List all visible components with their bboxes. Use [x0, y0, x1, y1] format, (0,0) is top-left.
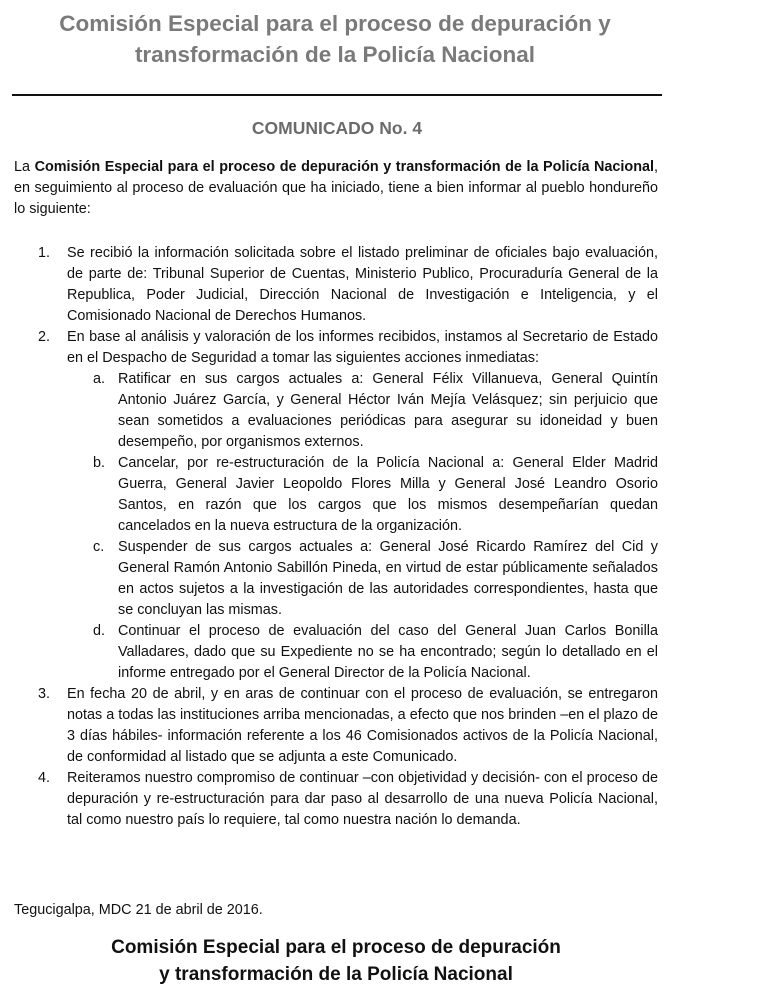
- footer-title-line-2: y transformación de la Policía Nacional: [159, 964, 513, 985]
- list-item-3: [14, 684, 658, 768]
- header-title-line-2: transformación de la Policía Nacional: [134, 42, 536, 67]
- sublist-item-letter: a.: [93, 371, 106, 387]
- list-item-text: Reiteramos nuestro compromiso de continuar –con objetividad y decisión- con el proceso de depuración y re-estructuración para dar paso al desarrollo de una nueva Policía Nacional, tal como nuestro país lo requiere, tal como nuestra nación lo demanda.: [67, 770, 658, 828]
- footer-title-line-1: Comisión Especial para el proceso de depuración: [111, 937, 561, 958]
- sublist-item-a: [67, 369, 658, 453]
- header-title-line-1: Comisión Especial para el proceso de depuración y: [59, 11, 611, 36]
- list-item-number: 1.: [38, 245, 51, 261]
- list-item-number: 3.: [38, 686, 51, 702]
- list-item-1: [14, 243, 658, 327]
- lettered-sublist: [67, 369, 658, 684]
- list-item-4: [14, 768, 658, 831]
- list-item-text: En base al análisis y valoración de los informes recibidos, instamos al Secretario de Estado en el Despacho de Seguridad a tomar las siguientes acciones inmediatas:: [67, 329, 658, 366]
- sublist-item-text: Cancelar, por re-estructuración de la Policía Nacional a: General Elder Madrid Guerra, General Javier Leopoldo Flores Milla y General José Leandro Osorio Santos, en razón que los cargos que los mismos desempeñarían quedan cancelados en la nueva estructura de la organización.: [118, 455, 658, 534]
- communique-title: COMUNICADO No. 4: [251, 118, 423, 138]
- sublist-item-text: Continuar el proceso de evaluación del caso del General Juan Carlos Bonilla Valladares, dado que su Expediente no se ha encontrado; según lo detallado en el informe entregado por el General Director de la Policía Nacional.: [118, 623, 658, 681]
- sublist-item-d: [67, 621, 658, 684]
- header-title: [20, 8, 650, 70]
- intro-paragraph: [14, 157, 658, 220]
- sublist-item-letter: b.: [93, 455, 106, 471]
- sublist-item-letter: d.: [93, 623, 106, 639]
- sublist-item-b: [67, 453, 658, 537]
- sublist-item-letter: c.: [93, 539, 105, 555]
- list-item-2: [14, 327, 658, 684]
- header-divider: [12, 94, 662, 96]
- numbered-list: [14, 243, 658, 831]
- sublist-item-c: [67, 537, 658, 621]
- list-item-text: En fecha 20 de abril, y en aras de continuar con el proceso de evaluación, se entregaron notas a todas las instituciones arriba mencionadas, a efecto que nos brinden –en el plazo de 3 días hábiles- información referente a los 46 Comisionados activos de la Policía Nacional, de conformidad al listado que se adjunta a este Comunicado.: [67, 686, 658, 765]
- sublist-item-text: Ratificar en sus cargos actuales a: General Félix Villanueva, General Quintín Antonio Juárez García, y General Héctor Iván Mejía Velásquez; sin perjuicio que sean sometidos a evaluaciones periódicas para asegurar su idoneidad y buen desempeño, por organismos externos.: [118, 371, 658, 450]
- list-item-text: Se recibió la información solicitada sobre el listado preliminar de oficiales bajo evaluación, de parte de: Tribunal Superior de Cuentas, Ministerio Publico, Procuraduría General de la Republica, Poder Judicial, Dirección Nacional de Investigación e Inteligencia, y el Comisionado Nacional de Derechos Humanos.: [67, 245, 658, 324]
- sublist-item-text: Suspender de sus cargos actuales a: General José Ricardo Ramírez del Cid y General Ramón Antonio Sabillón Pineda, en virtud de estar públicamente señalados en actos sujetos a la investigación de las autoridades correspondientes, hasta que se concluyan las mismas.: [118, 539, 658, 618]
- intro-prefix: La: [14, 159, 35, 175]
- signoff-place-date: Tegucigalpa, MDC 21 de abril de 2016.: [14, 902, 263, 918]
- list-item-number: 4.: [38, 770, 51, 786]
- list-item-number: 2.: [38, 329, 51, 345]
- intro-commission-name: Comisión Especial para el proceso de depuración y transformación de la Policía Nacional: [34, 159, 654, 175]
- intro-rest: , en seguimiento al proceso de evaluación que ha iniciado, tiene a bien informar al pueblo hondureño lo siguiente:: [14, 159, 658, 217]
- footer-signature-title: [14, 934, 658, 988]
